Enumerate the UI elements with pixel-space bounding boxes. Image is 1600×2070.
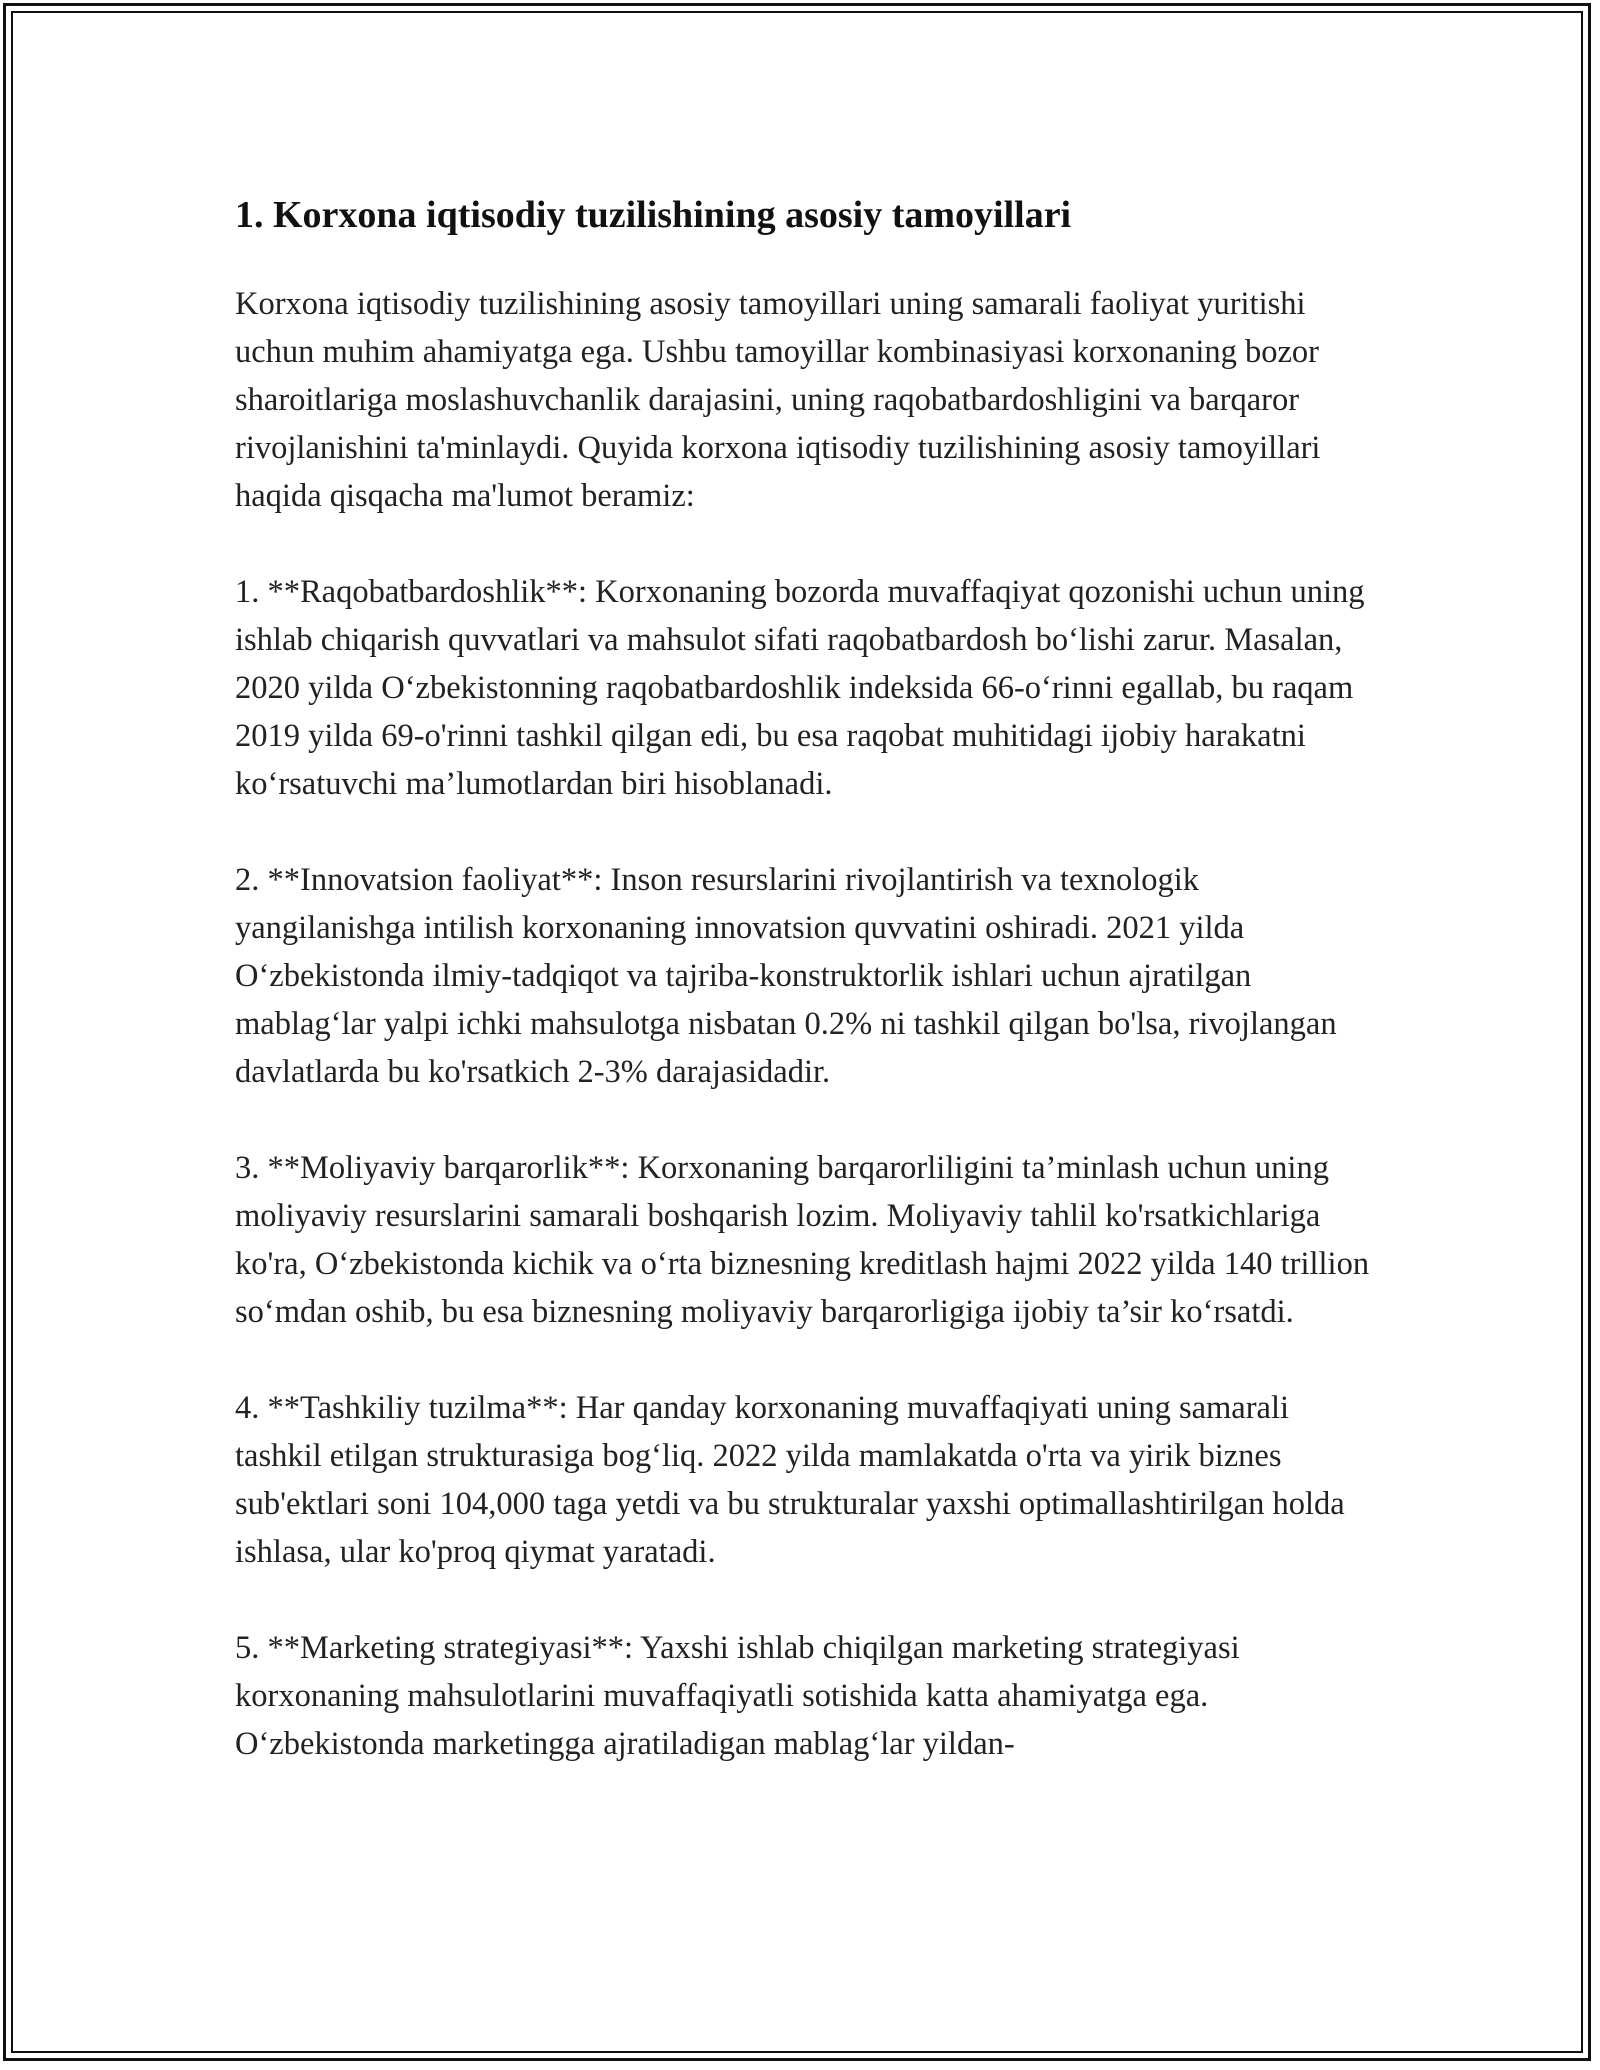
principle-competitiveness-paragraph: 1. **Raqobatbardoshlik**: Korxonaning bozorda muvaffaqiyat qozonishi uchun uning ishlab chiqarish quvvatlari va mahsulot sifati raqobatbardosh bo‘lishi zarur. Masalan, 2020 yilda O‘zbekistonning raqobatbardoshlik indeksida 66-o‘rinni egallab, bu raqam 2019 yilda 69-o'rinni tashkil qilgan edi, bu esa raqobat muhitidagi ijobiy harakatni ko‘rsatuvchi ma’lumotlardan biri hisoblanadi. xyxy=(235,574,1365,802)
principle-organizational-structure-paragraph: 4. **Tashkiliy tuzilma**: Har qanday korxonaning muvaffaqiyati uning samarali tashkil etilgan strukturasiga bog‘liq. 2022 yilda mamlakatda o'rta va yirik biznes sub'ektlari soni 104,000 taga yetdi va bu strukturalar yaxshi optimallashtirilgan holda ishlasa, ular ko'proq qiymat yaratadi. xyxy=(235,1390,1345,1570)
intro-paragraph: Korxona iqtisodiy tuzilishining asosiy tamoyillari uning samarali faoliyat yuritishi uchun muhim ahamiyatga ega. Ushbu tamoyillar kombinasiyasi korxonaning bozor sharoitlariga moslashuvchanlik darajasini, uning raqobatbardoshligini va barqaror rivojlanishini ta'minlaydi. Quyida korxona iqtisodiy tuzilishining asosiy tamoyillari haqida qisqacha ma'lumot beramiz: xyxy=(235,286,1321,514)
document-page xyxy=(235,180,1370,1816)
principle-financial-stability-paragraph: 3. **Moliyaviy barqarorlik**: Korxonaning barqarorliligini ta’minlash uchun uning moliyaviy resurslarini samarali boshqarish lozim. Moliyaviy tahlil ko'rsatkichlariga ko'ra, O‘zbekistonda kichik va o‘rta biznesning kreditlash hajmi 2022 yilda 140 trillion so‘mdan oshib, bu esa biznesning moliyaviy barqarorligiga ijobiy ta’sir ko‘rsatdi. xyxy=(235,1150,1370,1330)
section-heading: 1. Korxona iqtisodiy tuzilishining asosiy tamoyillari xyxy=(235,194,1072,236)
principle-marketing-strategy-paragraph: 5. **Marketing strategiyasi**: Yaxshi ishlab chiqilgan marketing strategiyasi korxonaning mahsulotlarini muvaffaqiyatli sotishida katta ahamiyatga ega. O‘zbekistonda marketingga ajratiladigan mablag‘lar yildan- xyxy=(235,1630,1240,1762)
principle-innovation-paragraph: 2. **Innovatsion faoliyat**: Inson resurslarini rivojlantirish va texnologik yangilanishga intilish korxonaning innovatsion quvvatini oshiradi. 2021 yilda O‘zbekistonda ilmiy-tadqiqot va tajriba-konstruktorlik ishlari uchun ajratilgan mablag‘lar yalpi ichki mahsulotga nisbatan 0.2% ni tashkil qilgan bo'lsa, rivojlangan davlatlarda bu ko'rsatkich 2-3% darajasidadir. xyxy=(235,862,1337,1090)
